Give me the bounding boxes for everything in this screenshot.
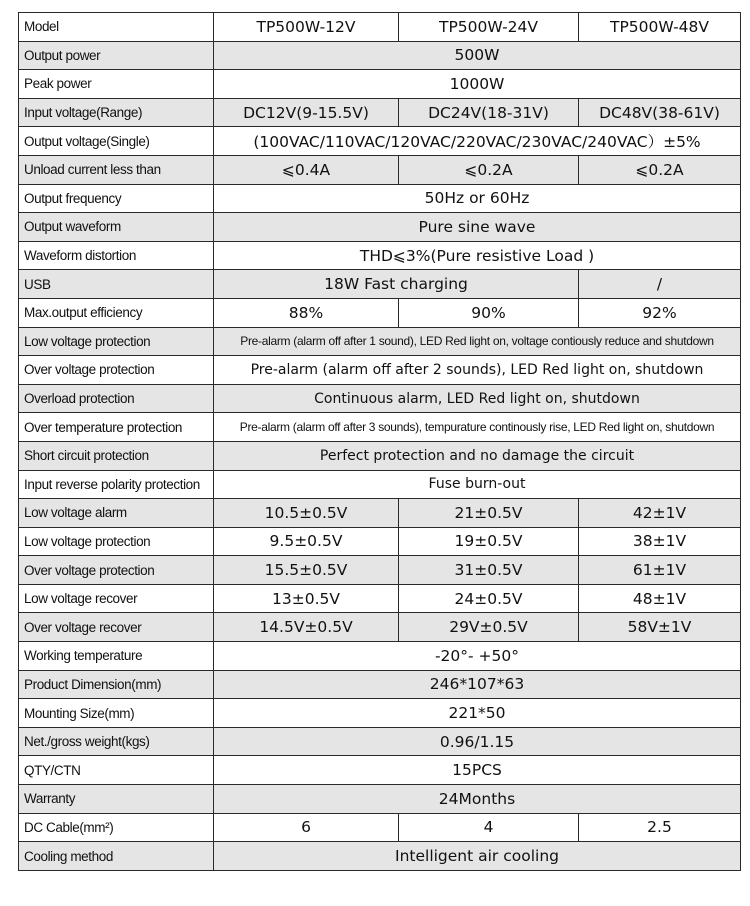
- row-value: (100VAC/110VAC/120VAC/220VAC/230VAC/240VAC）±5%: [214, 127, 741, 156]
- row-value: 90%: [399, 298, 579, 327]
- row-value: 38±1V: [579, 527, 741, 556]
- row-label: Peak power: [19, 70, 214, 99]
- row-label: Cooling method: [19, 842, 214, 871]
- table-row: [19, 241, 741, 270]
- row-label: Output voltage(Single): [19, 127, 214, 156]
- table-row: [19, 413, 741, 442]
- row-label: Output frequency: [19, 184, 214, 213]
- row-value: 42±1V: [579, 499, 741, 528]
- row-value: 1000W: [214, 70, 741, 99]
- row-value: 50Hz or 60Hz: [214, 184, 741, 213]
- table-row: [19, 327, 741, 356]
- table-row: [19, 499, 741, 528]
- model-12v: TP500W-12V: [214, 13, 399, 42]
- row-label: Over temperature protection: [19, 413, 214, 442]
- row-value: Fuse burn-out: [214, 470, 741, 499]
- table-row: [19, 155, 741, 184]
- row-label: Input voltage(Range): [19, 98, 214, 127]
- row-value: 88%: [214, 298, 399, 327]
- row-label: Over voltage protection: [19, 356, 214, 385]
- row-value: 0.96/1.15: [214, 727, 741, 756]
- table-row: [19, 41, 741, 70]
- row-label: Low voltage protection: [19, 527, 214, 556]
- row-label: Max.output efficiency: [19, 298, 214, 327]
- row-value: Continuous alarm, LED Red light on, shutdown: [214, 384, 741, 413]
- row-label: Over voltage protection: [19, 556, 214, 585]
- row-label: Product Dimension(mm): [19, 670, 214, 699]
- table-row: [19, 384, 741, 413]
- row-value: DC12V(9-15.5V): [214, 98, 399, 127]
- row-value: ⩽0.4A: [214, 155, 399, 184]
- row-value: 21±0.5V: [399, 499, 579, 528]
- row-label: Mounting Size(mm): [19, 699, 214, 728]
- row-value: -20°- +50°: [214, 642, 741, 671]
- row-value: 10.5±0.5V: [214, 499, 399, 528]
- row-value: Perfect protection and no damage the circuit: [214, 441, 741, 470]
- table-row: [19, 441, 741, 470]
- table-row: [19, 584, 741, 613]
- model-24v: TP500W-24V: [399, 13, 579, 42]
- row-value: 15PCS: [214, 756, 741, 785]
- header-row: [19, 13, 741, 42]
- row-label: Output power: [19, 41, 214, 70]
- row-value: 14.5V±0.5V: [214, 613, 399, 642]
- row-value: ⩽0.2A: [579, 155, 741, 184]
- table-row: [19, 842, 741, 871]
- row-value: 24±0.5V: [399, 584, 579, 613]
- row-label: Low voltage recover: [19, 584, 214, 613]
- table-row: [19, 298, 741, 327]
- table-row: [19, 184, 741, 213]
- model-48v: TP500W-48V: [579, 13, 741, 42]
- table-row: [19, 213, 741, 242]
- row-label: Unload current less than: [19, 155, 214, 184]
- row-label: Working temperature: [19, 642, 214, 671]
- row-value: 61±1V: [579, 556, 741, 585]
- table-row: [19, 813, 741, 842]
- row-label: Output waveform: [19, 213, 214, 242]
- table-row: [19, 470, 741, 499]
- row-value: THD⩽3%(Pure resistive Load ): [214, 241, 741, 270]
- row-value: 13±0.5V: [214, 584, 399, 613]
- row-label: Overload protection: [19, 384, 214, 413]
- header-label: Model: [19, 13, 214, 42]
- table-row: [19, 699, 741, 728]
- row-label: QTY/CTN: [19, 756, 214, 785]
- row-label: Waveform distortion: [19, 241, 214, 270]
- row-value: DC48V(38-61V): [579, 98, 741, 127]
- row-label: DC Cable(mm²): [19, 813, 214, 842]
- row-value: 92%: [579, 298, 741, 327]
- table-row: [19, 785, 741, 814]
- row-value: ⩽0.2A: [399, 155, 579, 184]
- row-value: 58V±1V: [579, 613, 741, 642]
- row-value: 48±1V: [579, 584, 741, 613]
- row-value: 2.5: [579, 813, 741, 842]
- row-label: Input reverse polarity protection: [19, 470, 214, 499]
- row-label: Low voltage protection: [19, 327, 214, 356]
- row-label: Net./gross weight(kgs): [19, 727, 214, 756]
- row-value: Pre-alarm (alarm off after 1 sound), LED Red light on, voltage contiously reduce and shutdown: [214, 327, 741, 356]
- table-row: [19, 356, 741, 385]
- row-value: 31±0.5V: [399, 556, 579, 585]
- row-value: 19±0.5V: [399, 527, 579, 556]
- row-value: 246*107*63: [214, 670, 741, 699]
- table-row: [19, 670, 741, 699]
- row-value: /: [579, 270, 741, 299]
- row-value: Pure sine wave: [214, 213, 741, 242]
- row-label: Warranty: [19, 785, 214, 814]
- table-row: [19, 270, 741, 299]
- row-value: DC24V(18-31V): [399, 98, 579, 127]
- row-value: 24Months: [214, 785, 741, 814]
- table-row: [19, 613, 741, 642]
- row-value: 9.5±0.5V: [214, 527, 399, 556]
- table-row: [19, 70, 741, 99]
- table-row: [19, 556, 741, 585]
- row-label: Short circuit protection: [19, 441, 214, 470]
- row-value: Pre-alarm (alarm off after 2 sounds), LED Red light on, shutdown: [214, 356, 741, 385]
- table-row: [19, 727, 741, 756]
- table-row: [19, 642, 741, 671]
- table-row: [19, 98, 741, 127]
- row-value: Intelligent air cooling: [214, 842, 741, 871]
- row-value: 15.5±0.5V: [214, 556, 399, 585]
- row-label: USB: [19, 270, 214, 299]
- row-value: 500W: [214, 41, 741, 70]
- row-value: Pre-alarm (alarm off after 3 sounds), tempurature continously rise, LED Red light on, shutdown: [214, 413, 741, 442]
- row-value: 4: [399, 813, 579, 842]
- row-value: 6: [214, 813, 399, 842]
- row-value: 221*50: [214, 699, 741, 728]
- row-value: 18W Fast charging: [214, 270, 579, 299]
- table-row: [19, 127, 741, 156]
- row-label: Low voltage alarm: [19, 499, 214, 528]
- row-value: 29V±0.5V: [399, 613, 579, 642]
- spec-table: [18, 12, 741, 871]
- row-label: Over voltage recover: [19, 613, 214, 642]
- table-row: [19, 756, 741, 785]
- table-row: [19, 527, 741, 556]
